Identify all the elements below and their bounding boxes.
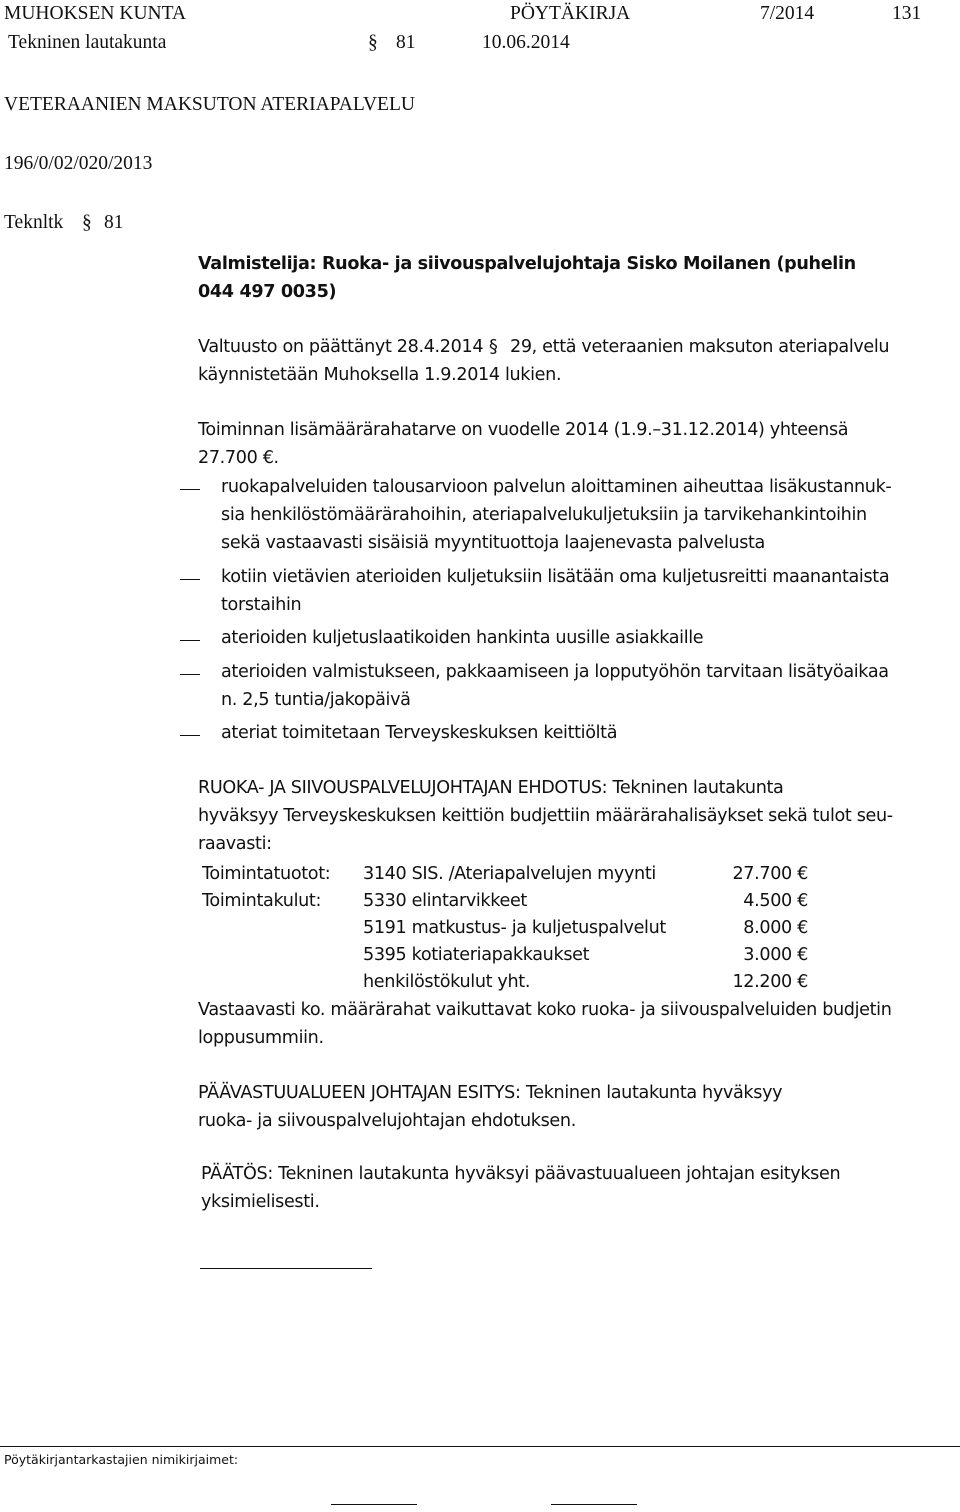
municipality-name: MUHOKSEN KUNTA: [4, 3, 187, 24]
budget-note-line-2: loppusummiin.: [198, 1028, 324, 1048]
decision-line-2: yksimielisesti.: [201, 1192, 320, 1212]
list-item-line: sia henkilöstömäärärahoihin, ateriapalvelukuljetuksiin ja tarvikehankintoihin: [221, 505, 867, 525]
council-decision-line-1a: Valtuusto on päättänyt 28.4.2014: [198, 337, 484, 357]
list-item-line: torstaihin: [221, 595, 302, 615]
budget-row-item: 5191 matkustus- ja kuljetuspalvelut: [363, 918, 666, 938]
appropriation-need-line-2: 27.700 €.: [198, 448, 279, 468]
initials-line-2[interactable]: [551, 1504, 637, 1505]
budget-row-amount: 12.200 €: [732, 972, 808, 992]
budget-row-amount: 3.000 €: [743, 945, 808, 965]
list-item-line: sekä vastaavasti sisäisiä myyntituottoja laajenevasta palvelusta: [221, 533, 765, 553]
dash-bullet-icon: [180, 489, 200, 490]
council-section-symbol: §: [489, 337, 498, 357]
section-symbol: §: [368, 32, 378, 53]
committee-name: Tekninen lautakunta: [8, 32, 167, 53]
page-number: 131: [892, 3, 922, 24]
closing-rule: [200, 1268, 372, 1269]
footer-divider: [0, 1446, 960, 1447]
director-proposal-line-2: hyväksyy Terveyskeskuksen keittiön budjettiin määrärahalisäykset sekä tulot seu-: [198, 806, 893, 826]
initials-line-1[interactable]: [331, 1504, 417, 1505]
dash-bullet-icon: [180, 735, 200, 736]
budget-row-item: henkilöstökulut yht.: [363, 972, 531, 992]
reference-number: 81: [104, 212, 124, 233]
budget-row-item: 3140 SIS. /Ateriapalvelujen myynti: [363, 864, 656, 884]
budget-row-amount: 8.000 €: [743, 918, 808, 938]
list-item-line: aterioiden kuljetuslaatikoiden hankinta uusille asiakkaille: [221, 628, 704, 648]
budget-row-label: Toimintakulut:: [202, 891, 322, 911]
head-proposal-line-2: ruoka- ja siivouspalvelujohtajan ehdotuksen.: [198, 1111, 576, 1131]
reference-label: Teknltk: [4, 212, 64, 233]
initials-label: Pöytäkirjantarkastajien nimikirjaimet:: [4, 1452, 239, 1467]
decision-line-1: PÄÄTÖS: Tekninen lautakunta hyväksyi päävastuualueen johtajan esityksen: [201, 1164, 841, 1184]
list-item-line: ateriat toimitetaan Terveyskeskuksen keittiöltä: [221, 723, 618, 743]
list-item-line: kotiin vietävien aterioiden kuljetuksiin lisätään oma kuljetusreitti maanantaista: [221, 567, 890, 587]
council-decision-line-2: käynnistetään Muhoksella 1.9.2014 lukien.: [198, 365, 562, 385]
budget-row-label: Toimintatuotot:: [202, 864, 331, 884]
budget-row-amount: 27.700 €: [732, 864, 808, 884]
matter-title: VETERAANIEN MAKSUTON ATERIAPALVELU: [4, 94, 415, 115]
document-type: PÖYTÄKIRJA: [510, 3, 631, 24]
dash-bullet-icon: [180, 674, 200, 675]
section-number: 81: [396, 32, 416, 53]
dash-bullet-icon: [180, 579, 200, 580]
list-item-line: aterioiden valmistukseen, pakkaamiseen ja lopputyöhön tarvitaan lisätyöaikaa: [221, 662, 889, 682]
preparer-line-1: Valmistelija: Ruoka- ja siivouspalvelujohtaja Sisko Moilanen (puhelin: [198, 254, 856, 274]
list-item-line: ruokapalveluiden talousarvioon palvelun aloittaminen aiheuttaa lisäkustannuk-: [221, 477, 892, 497]
appropriation-need-line-1: Toiminnan lisämäärärahatarve on vuodelle 2014 (1.9.–31.12.2014) yhteensä: [198, 420, 849, 440]
dash-bullet-icon: [180, 640, 200, 641]
list-item-line: n. 2,5 tuntia/jakopäivä: [221, 690, 411, 710]
budget-note-line-1: Vastaavasti ko. määrärahat vaikuttavat koko ruoka- ja siivouspalveluiden budjetin: [198, 1000, 892, 1020]
budget-row-item: 5330 elintarvikkeet: [363, 891, 527, 911]
preparer-line-2: 044 497 0035): [198, 282, 337, 302]
budget-row-item: 5395 kotiateriapakkaukset: [363, 945, 590, 965]
budget-row-amount: 4.500 €: [743, 891, 808, 911]
reference-symbol: §: [82, 212, 92, 233]
director-proposal-line-3: raavasti:: [198, 834, 272, 854]
head-proposal-line-1: PÄÄVASTUUALUEEN JOHTAJAN ESITYS: Tekninen lautakunta hyväksyy: [198, 1083, 783, 1103]
council-decision-line-1b: 29, että veteraanien maksuton ateriapalvelu: [510, 337, 890, 357]
meeting-date: 10.06.2014: [482, 32, 570, 53]
meeting-number: 7/2014: [760, 3, 815, 24]
director-proposal-line-1: RUOKA- JA SIIVOUSPALVELUJOHTAJAN EHDOTUS: Tekninen lautakunta: [198, 778, 784, 798]
diary-number: 196/0/02/020/2013: [4, 153, 153, 174]
